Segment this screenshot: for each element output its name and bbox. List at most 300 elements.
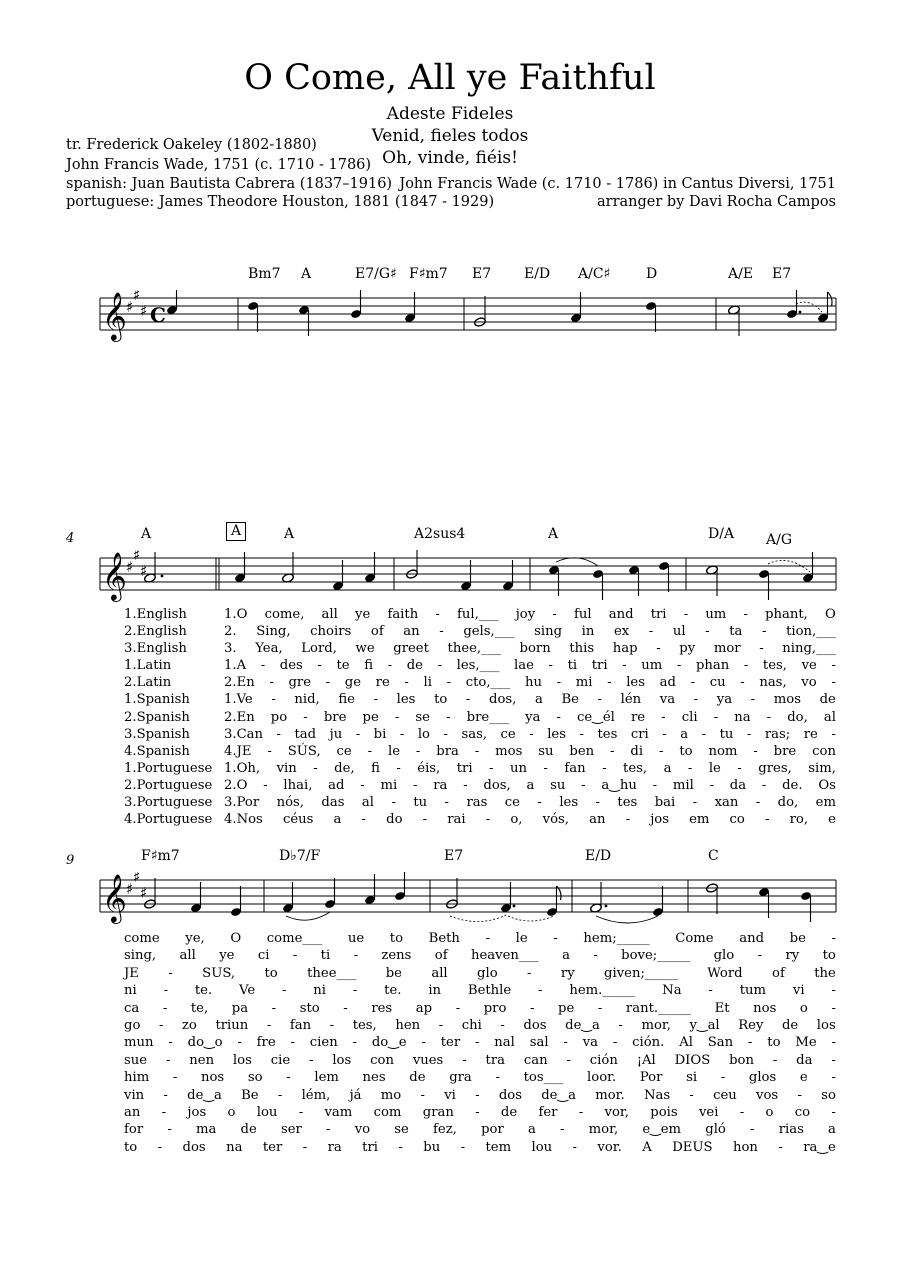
svg-text:♯: ♯ [126,880,134,898]
lyric-syllable: les [396,692,416,708]
chord-symbol: A [301,266,312,282]
lyric-syllable: - [530,1000,535,1016]
lyric-syllable: - [421,1035,426,1051]
lyric-syllable: - [612,1035,618,1051]
lyric-syllable: - [743,607,748,622]
lyric-syllable: faith [387,607,419,622]
lyric-syllable: gra [449,1070,472,1086]
lyric-syllable: nom [708,743,738,759]
lyric-syllable: - [778,1139,783,1155]
lyric-syllable: an [589,812,606,828]
lyric-syllable: - [687,760,693,776]
lyric-syllable: ce‿él [577,709,615,725]
lyric-syllable: be [789,931,806,946]
lyric-syllable: an [403,624,420,640]
lyric-syllable: ni [124,983,137,999]
lyric-syllable: vi [444,1087,456,1103]
lyric-syllable: - [578,1104,584,1120]
lyric-syllable: - [831,1052,836,1068]
lyric-syllable: - [527,965,532,981]
lyric-syllable: su [538,743,554,759]
lyric-syllable: um [641,658,663,674]
lyric-syllable: fan [564,760,586,776]
lyric-syllable: ye [219,948,235,964]
lyric-syllable: ue [347,931,365,946]
lyric-syllable: choirs [310,624,352,640]
lyric-syllable: pois [650,1104,678,1120]
lyric-syllable: - [271,1000,277,1016]
lyric-syllable: fer [538,1104,558,1120]
lyric-syllable: - [556,709,561,725]
lyric-syllable: rant._____ [625,1000,692,1016]
lyric-syllable: dos [523,1017,547,1033]
lyric-syllable: gran [422,1104,454,1120]
lyric-syllable: - [656,641,661,657]
lyric-line [124,1121,836,1138]
lyric-syllable: - [759,641,764,657]
lyric-syllable: him [124,1070,150,1086]
lyric-syllable: to [124,1139,138,1155]
lyric-syllable: - [750,692,756,708]
lyric-syllable: and [739,931,765,946]
lyric-syllable: - [831,658,836,674]
lyric-syllable: come___ [266,931,323,946]
lyric-syllable: - [460,1139,466,1155]
lyric-syllable: - [772,1052,778,1068]
lyric-syllable: triun [215,1017,249,1033]
lyric-syllable: bai [654,795,676,811]
lyric-syllable: ad [328,777,345,793]
lyric-syllable: do‿e [371,1035,407,1051]
lyric-syllable: lhai, [283,777,313,793]
lyrics-block-1 [224,606,836,828]
lyric-syllable: - [394,709,400,725]
lyric-syllable: mos [495,743,523,759]
lyric-syllable: - [743,658,749,674]
lyric-syllable: nes [362,1070,386,1086]
lyric-syllable: ry [785,948,800,964]
lyric-syllable: cri [630,726,649,742]
lyric-line [124,947,836,964]
lyric-syllable: vo [354,1122,371,1138]
lyric-syllable: 3. [224,641,237,657]
lyric-syllable: na [226,1139,243,1155]
lyric-syllable: bre [323,709,347,725]
lyric-syllable: fi [364,658,374,674]
lyric-syllable: - [597,692,603,708]
lyric-syllable: ta [729,624,743,640]
lyric-syllable: con [370,1052,394,1068]
lyric-syllable: of [370,624,384,640]
lyric-syllable: 3.Por [224,795,260,811]
lyric-syllable: - [352,983,358,999]
lyric-syllable: - [755,795,761,811]
lyric-syllable: thee,___ [447,641,501,657]
lyric-syllable: this [569,641,595,657]
lyric-syllable: de [781,1017,799,1033]
lyric-syllable: e [828,812,836,828]
lyric-syllable: - [260,658,266,674]
lyric-syllable: o [799,1000,808,1016]
lyric-syllable: vós, [542,812,569,828]
lyric-syllable: - [420,1087,425,1103]
chord-symbol: F♯m7 [409,266,448,282]
lyric-syllable: ve [801,658,817,674]
lyric-syllable: a [828,1122,836,1138]
key-signature-icon: ♯ [126,298,134,316]
composer-credit: John Francis Wade (c. 1710 - 1786) in Cantus Diversi, 1751 [399,176,836,192]
subtitle-portuguese: Oh, vinde, fiéis! [382,148,518,168]
lyric-syllable: - [396,760,401,776]
lyric-syllable: Al [679,1035,693,1051]
lyric-syllable: - [720,1070,726,1086]
lyric-syllable: - [355,726,361,742]
lyric-syllable: e‿em [642,1122,682,1138]
lyric-syllable: ya [525,709,541,725]
lyric-syllable: Et [714,1000,730,1016]
lyric-syllable: - [309,1052,314,1068]
lyric-syllable: - [553,931,558,946]
lyric-syllable: de‿a [187,1087,222,1103]
lyric-syllable: - [579,726,584,742]
chord-symbol: C [708,848,719,864]
lyric-syllable: tes [597,726,618,742]
lyric-syllable: - [286,1070,291,1086]
lyric-syllable: - [352,1035,357,1051]
lyric-syllable: - [537,795,542,811]
lyric-syllable: - [676,658,682,674]
chord-symbol: A/G [766,532,793,548]
lyric-syllable: xan [714,795,739,811]
lyric-syllable: - [276,726,281,742]
lyric-syllable: sing, [124,948,157,964]
lyric-syllable: mor, [588,1122,619,1138]
lyric-syllable: gels,___ [463,624,515,640]
lyric-syllable: - [399,726,405,742]
lyric-syllable: 1.Oh, [224,760,261,776]
lyric-syllable: - [485,812,491,828]
lyric-syllable: - [438,1017,444,1033]
lyric-syllable: - [465,692,471,708]
lyric-syllable: sas, [461,726,488,742]
lyric-syllable: to [434,692,448,708]
lyric-syllable: cli [681,709,698,725]
lyric-syllable: py [679,641,696,657]
lyric-syllable: va [659,692,676,708]
lyric-syllable: - [753,743,758,759]
lyric-syllable: mos [773,692,801,708]
lyric-syllable: - [455,1000,461,1016]
lyric-syllable: - [552,607,557,622]
lyric-syllable: San [707,1035,734,1051]
lyric-syllable: vei [698,1104,719,1120]
lyric-syllable: - [446,709,451,725]
lyric-syllable: vos [756,1087,779,1103]
lyric-syllable: fi [371,760,380,776]
lyric-syllable: los [332,1052,352,1068]
lyric-syllable: gre [288,675,312,691]
lyric-syllable: ex [613,624,630,640]
lyric-syllable: un [509,760,527,776]
lyric-syllable: - [761,777,767,793]
svg-text:𝄞: 𝄞 [102,873,127,922]
lyric-syllable: fan [289,1017,312,1033]
lyric-syllable: - [398,1139,403,1155]
lyric-syllable: te. [384,983,402,999]
lyric-syllable: 2.O [224,777,248,793]
lyric-syllable: hu [524,675,542,691]
lyric-syllable: - [500,1017,505,1033]
lyric-syllable: - [746,726,752,742]
chord-symbol: E/D [524,266,551,282]
lyric-syllable: ce [500,726,516,742]
lyric-syllable: mi [575,675,593,691]
lyric-syllable: - [692,795,698,811]
lyric-syllable: ¡Al [636,1052,656,1068]
lyric-syllable: se [394,1122,409,1138]
lyric-syllable: ras [466,795,488,811]
lyric-syllable: fie [338,692,355,708]
music-staff-3 [0,872,900,928]
lyric-syllable: pa [231,1000,249,1016]
lyric-syllable: - [443,726,448,742]
lyric-syllable: - [708,983,713,999]
song-title: O Come, All ye Faithful [244,58,656,98]
lyric-syllable: pe [558,1000,575,1016]
lyric-syllable: lou [531,1139,553,1155]
lyric-syllable: - [163,983,169,999]
lyric-line [224,674,836,691]
lyric-syllable: bu [423,1139,441,1155]
lyric-syllable: a [527,1122,536,1138]
lyric-syllable: rias [778,1122,804,1138]
lyric-syllable: to [264,965,278,981]
lyric-syllable: - [343,1000,348,1016]
lyric-syllable: ce [336,743,352,759]
lyric-syllable: - [797,1087,802,1103]
lyric-syllable: nos [201,1070,225,1086]
lyric-syllable: ti [567,658,578,674]
lyric-syllable: - [543,760,548,776]
svg-text:♯: ♯ [140,884,148,902]
svg-text:♯: ♯ [133,550,141,564]
lyric-syllable: greet [393,641,429,657]
svg-text:♯: ♯ [140,562,148,580]
lyric-syllable: um [705,607,727,622]
arranger-credit: arranger by Davi Rocha Campos [597,194,836,210]
lyric-syllable: - [292,948,298,964]
lyric-syllable: po [270,709,288,725]
lyric-syllable: de [409,1070,426,1086]
lyric-line [224,623,836,640]
music-staff-1 [0,290,900,350]
lyric-syllable: - [475,1035,480,1051]
lyric-line [124,965,836,982]
lyric-line [124,930,836,947]
lyric-syllable: tes, [762,658,787,674]
lyric-syllable: tri [456,760,473,776]
lyric-syllable: glo [713,948,735,964]
lyric-syllable: glos [748,1070,777,1086]
lyric-syllable: su [550,777,566,793]
lyric-syllable: nos [753,1000,777,1016]
lyric-syllable: vues [412,1052,444,1068]
lyric-syllable: O [825,607,836,622]
lyric-syllable: ción. [632,1035,665,1051]
lyric-syllable: - [572,1139,578,1155]
lyric-syllable: - [303,709,308,725]
lyric-syllable: tra [485,1052,505,1068]
lyric-syllable: so [247,1070,263,1086]
lyric-syllable: - [277,1087,283,1103]
lyric-syllable: tes [617,795,638,811]
lyric-syllable: hem._____ [569,983,636,999]
lyric-syllable: ju [329,726,343,742]
lyric-line [124,1034,836,1051]
lyric-syllable: - [693,692,699,708]
chord-symbol: D/A [708,526,735,542]
lyric-syllable: - [489,760,494,776]
lyric-syllable: - [581,777,586,793]
lyric-syllable: - [690,675,696,691]
lyric-syllable: tes, [352,1017,377,1033]
lyric-line [124,1104,836,1121]
lyric-syllable: given;_____ [604,965,678,981]
lyric-syllable: de [500,1104,518,1120]
lyric-syllable: - [167,1122,172,1138]
lyric-syllable: glo [477,965,498,981]
chord-symbol: A [284,526,295,542]
lyric-syllable: 2.En [224,675,255,691]
lyric-syllable: heaven___ [471,948,539,964]
lyric-syllable: ning,___ [782,641,836,657]
lyric-syllable: - [618,1017,623,1033]
lyric-syllable: O [230,931,242,946]
lyric-syllable: cie [270,1052,291,1068]
lyric-syllable: - [367,743,373,759]
lyric-syllable: - [168,965,173,981]
lyric-syllable: - [713,709,719,725]
lyric-syllable: - [158,1017,164,1033]
lyric-syllable: - [538,983,543,999]
lyric-syllable: nós, [276,795,304,811]
lyric-syllable: sing [534,624,563,640]
lyric-syllable: do, [777,795,799,811]
lyric-syllable: de, [334,760,355,776]
lyric-syllable: mor [713,641,741,657]
lyric-syllable: to [389,931,404,946]
lyric-syllable: lou [256,1104,278,1120]
lyric-syllable: cto,___ [465,675,511,691]
lyric-syllable: 1.A [224,658,247,674]
lyric-syllable: lem [314,1070,339,1086]
lyric-syllable: ye [355,607,371,622]
lyric-syllable: hon [732,1139,758,1155]
lyric-syllable: JE [124,965,139,981]
lyric-syllable: - [263,777,268,793]
lyric-syllable: - [662,726,667,742]
lyric-line [124,982,836,999]
lyric-syllable: ca [124,1000,140,1016]
lyric-syllable: Be [241,1087,259,1103]
lyric-syllable: bove;_____ [621,948,691,964]
lyric-syllable: - [766,709,772,725]
lyric-syllable: - [563,1035,568,1051]
lyric-syllable: - [652,777,658,793]
lyric-syllable: - [762,624,767,640]
lyric-line [224,794,836,811]
lyric-syllable: in [581,624,595,640]
lyric-syllable: te, [190,1000,209,1016]
lyric-syllable: ci [257,948,270,964]
lyric-syllable: Beth [428,931,460,946]
lyric-line [224,777,836,794]
lyric-syllable: tu [413,795,428,811]
lyric-syllable: fre [256,1035,276,1051]
lyric-syllable: das [321,795,345,811]
lyric-syllable: vo [801,675,817,691]
lyric-syllable: a [526,777,535,793]
lyric-syllable: - [705,624,710,640]
common-time-icon: C [150,303,166,327]
lyric-syllable: - [548,658,553,674]
lyric-syllable: loor. [587,1070,617,1086]
lyric-syllable: de‿a [565,1017,600,1033]
lyric-syllable: phan [695,658,730,674]
lyric-syllable: all [321,607,338,622]
lyric-syllable: tri [362,1139,378,1155]
lyric-syllable: 2.En [224,709,255,725]
chord-symbol: A2sus4 [414,526,466,542]
lyric-syllable: - [412,777,418,793]
lyric-syllable: 1.Ve [224,692,253,708]
lyric-syllable: SÚS, [287,743,321,759]
svg-text:♯: ♯ [126,558,134,576]
lyric-syllable: ap [415,1000,433,1016]
lyric-line [124,1069,836,1086]
lyric-syllable: Bethle [467,983,512,999]
lyric-syllable: - [361,812,367,828]
lyric-syllable: tad [294,726,317,742]
chord-symbol: E7 [772,266,792,282]
lyric-line [224,640,836,657]
lyric-syllable: les [559,795,579,811]
lyric-syllable: - [267,743,272,759]
lyric-syllable: - [298,1104,304,1120]
lyric-syllable: a [534,692,543,708]
lyric-syllable: zens [381,948,412,964]
lyric-syllable: DEUS [672,1139,713,1155]
lyric-syllable: - [463,777,468,793]
lyric-syllable: a‿hu [601,777,637,793]
lyric-syllable: a [333,812,342,828]
lyric-syllable: - [168,1035,173,1051]
lyric-syllable: gres, [758,760,792,776]
lyric-syllable: so [821,1087,836,1103]
lyric-syllable: come, [264,607,305,622]
lyric-syllable: to [679,743,693,759]
lyric-syllable: can [523,1052,548,1068]
lyric-syllable: lén [620,692,642,708]
lyric-syllable: ni [313,983,327,999]
lyric-syllable: - [689,1087,694,1103]
lyric-syllable: les [547,726,567,742]
lyric-syllable: jos [187,1104,207,1120]
lyric-syllable: Word [707,965,743,981]
lyric-syllable: ul [672,624,686,640]
lyric-syllable: Sing, [256,624,291,640]
lyric-syllable: Os [818,777,836,793]
